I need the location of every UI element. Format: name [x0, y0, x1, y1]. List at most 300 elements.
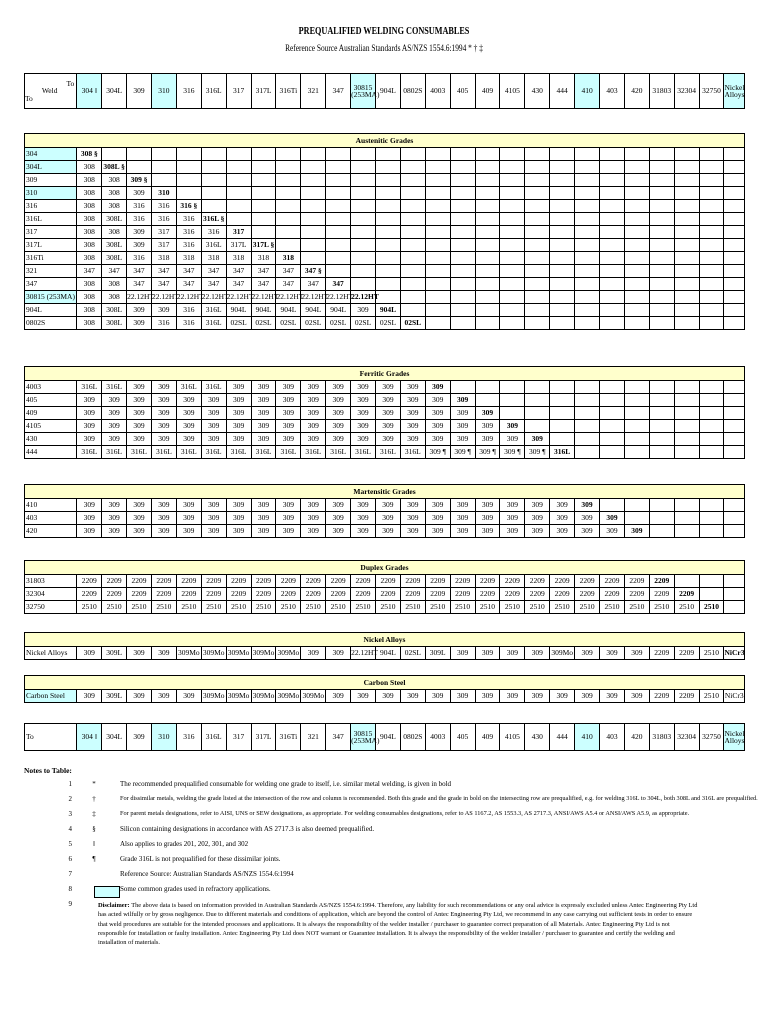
empty-cell — [351, 161, 376, 174]
empty-cell — [376, 239, 401, 252]
table-cell: 316 — [176, 213, 201, 226]
empty-cell — [575, 317, 600, 330]
empty-cell — [326, 265, 351, 278]
table-cell: 316L — [102, 446, 127, 459]
table-cell: 2209 — [102, 575, 127, 588]
table-cell: 309 — [151, 499, 176, 512]
empty-cell — [425, 174, 450, 187]
table-cell: 309 — [326, 394, 351, 407]
empty-cell — [500, 407, 525, 420]
table-cell: 22.12HT — [351, 647, 376, 660]
empty-cell — [550, 174, 575, 187]
table-cell: 309 — [351, 394, 376, 407]
empty-cell — [724, 265, 745, 278]
note-symbol: § — [92, 825, 96, 833]
table-row — [25, 420, 745, 433]
empty-cell — [600, 278, 625, 291]
empty-cell — [450, 265, 475, 278]
table-cell: 308 — [77, 161, 102, 174]
table-row — [25, 317, 745, 330]
table-cell: 2209 — [276, 575, 301, 588]
section-title: Carbon Steel — [25, 676, 745, 690]
table-cell: 309 — [600, 525, 625, 538]
empty-cell — [724, 317, 745, 330]
table-cell: 309 — [525, 499, 550, 512]
empty-cell — [276, 226, 301, 239]
empty-cell — [500, 148, 525, 161]
disclaimer-text: The above data is based on information provided in Australian Standards AS/NZS 1554.6:1994. Therefore, any liability for such recommendations or any oral advice is expressly excluded unless Antec Engineering Pty Ltd has acted wilfully or by gross negligence. Due to different materials and conditions of application, which are beyond the control of Antec Engineering Pty Ltd, we recommend in any case carrying out sufficient tests in order to ensure that weld procedures are suitable for the intended processes and applications. It is always the responsibility of the welder installer / purchaser to guarantee correct preparation of all Materials. Antec Engineering Pty Ltd is not responsible for installation or faulty installation. Antec Engineering Pty Ltd does NOT warrant or Guarantee installation. It is always the responsibility of the welder installer / purchaser to guarantee and certify the welding and installation of materials. — [98, 902, 698, 947]
empty-cell — [500, 187, 525, 200]
empty-cell — [525, 200, 550, 213]
table-cell: 309 — [351, 499, 376, 512]
row-label: 309 — [25, 174, 77, 187]
table-cell: 309 — [102, 394, 127, 407]
table-cell: 309 — [102, 407, 127, 420]
empty-cell — [724, 601, 745, 614]
empty-cell — [575, 252, 600, 265]
table-cell: 309 — [176, 394, 201, 407]
column-header: 904L — [376, 74, 401, 109]
table-cell: 309L — [102, 647, 127, 660]
empty-cell — [649, 304, 674, 317]
table-cell: 309Mo — [176, 647, 201, 660]
empty-cell — [550, 265, 575, 278]
column-header: 32304 — [674, 724, 699, 751]
table-cell: 309 — [127, 317, 152, 330]
table-cell: 309 — [301, 420, 326, 433]
empty-cell — [301, 200, 326, 213]
note-symbol: ‡ — [92, 810, 96, 818]
empty-cell — [376, 278, 401, 291]
table-cell: 309 — [326, 433, 351, 446]
table-cell: 309 — [600, 512, 625, 525]
empty-cell — [376, 291, 401, 304]
table-cell: 309 — [326, 525, 351, 538]
empty-cell — [475, 148, 500, 161]
empty-cell — [400, 252, 425, 265]
table-cell: 309 — [301, 525, 326, 538]
empty-cell — [624, 213, 649, 226]
column-header: 409 — [475, 74, 500, 109]
table-cell: 309 — [77, 407, 102, 420]
table-cell: 2209 — [351, 575, 376, 588]
table-cell: 316L — [550, 446, 575, 459]
section-header-row — [25, 485, 745, 499]
empty-cell — [475, 239, 500, 252]
note-number: 4 — [68, 825, 72, 833]
table-cell: 2209 — [251, 588, 276, 601]
table-cell: 309 — [450, 512, 475, 525]
table-cell: 309 — [127, 226, 152, 239]
table-row — [25, 690, 745, 703]
empty-cell — [699, 187, 724, 200]
empty-cell — [624, 239, 649, 252]
table-cell: 2209 — [525, 575, 550, 588]
table-cell: 309 — [400, 407, 425, 420]
table-cell: 309Mo — [226, 647, 251, 660]
table-cell: 309 — [400, 512, 425, 525]
table-cell: 2209 — [400, 575, 425, 588]
table-cell: 309 — [450, 394, 475, 407]
column-footer-table — [24, 723, 745, 751]
empty-cell — [450, 291, 475, 304]
empty-cell — [550, 381, 575, 394]
empty-cell — [550, 213, 575, 226]
table-cell: 308 — [77, 317, 102, 330]
table-cell: 309 — [525, 647, 550, 660]
table-cell: 318 — [151, 252, 176, 265]
page-subtitle: Reference Source Australian Standards AS/NZS 1554.6:1994 * † ‡ — [285, 43, 483, 53]
column-header: 30815 (253MA) — [351, 724, 376, 751]
table-cell: 2209 — [649, 647, 674, 660]
table-cell: 309 — [425, 420, 450, 433]
table-cell: 316L — [226, 446, 251, 459]
table-cell: 309 — [127, 647, 152, 660]
empty-cell — [624, 420, 649, 433]
empty-cell — [525, 213, 550, 226]
table-cell: 309 — [226, 394, 251, 407]
empty-cell — [649, 317, 674, 330]
table-cell: 347 — [77, 265, 102, 278]
table-cell: 347 — [226, 265, 251, 278]
table-cell: 2209 — [77, 588, 102, 601]
table-cell: 318 — [176, 252, 201, 265]
section-title: Nickel Alloys — [25, 633, 745, 647]
table-cell: 309 — [102, 499, 127, 512]
empty-cell — [500, 291, 525, 304]
column-header: 316L — [201, 74, 226, 109]
empty-cell — [699, 239, 724, 252]
section-header-row — [25, 561, 745, 575]
table-cell: 2510 — [400, 601, 425, 614]
table-cell: 309 — [176, 433, 201, 446]
table-cell: 316L — [176, 446, 201, 459]
empty-cell — [724, 512, 745, 525]
table-cell: 308 — [102, 278, 127, 291]
empty-cell — [301, 252, 326, 265]
empty-cell — [624, 174, 649, 187]
table-cell: 347 — [201, 278, 226, 291]
column-header: 309 — [127, 724, 152, 751]
table-row — [25, 200, 745, 213]
empty-cell — [624, 394, 649, 407]
table-cell: 309 — [127, 187, 152, 200]
table-cell: 316 — [176, 304, 201, 317]
row-label: 310 — [25, 187, 77, 200]
table-row — [25, 446, 745, 459]
row-label: 31803 — [25, 575, 77, 588]
empty-cell — [301, 187, 326, 200]
empty-cell — [500, 304, 525, 317]
empty-cell — [525, 420, 550, 433]
column-header: 304L — [102, 724, 127, 751]
table-cell: 2510 — [525, 601, 550, 614]
column-header: 444 — [550, 74, 575, 109]
table-cell: 316L — [151, 446, 176, 459]
empty-cell — [351, 200, 376, 213]
table-cell: 309 — [450, 525, 475, 538]
empty-cell — [600, 381, 625, 394]
table-cell: 2510 — [102, 601, 127, 614]
column-header: 310 — [151, 74, 176, 109]
table-cell: 2510 — [475, 601, 500, 614]
row-label: 420 — [25, 525, 77, 538]
table-cell: 2209 — [624, 575, 649, 588]
empty-cell — [649, 200, 674, 213]
table-cell: 904L — [251, 304, 276, 317]
empty-cell — [699, 278, 724, 291]
table-cell: 309 — [326, 512, 351, 525]
empty-cell — [525, 187, 550, 200]
note-item — [24, 900, 764, 947]
table-cell: 309 — [251, 512, 276, 525]
table-cell: 309 — [201, 512, 226, 525]
note-text — [98, 901, 698, 947]
empty-cell — [624, 278, 649, 291]
empty-cell — [376, 265, 401, 278]
table-row — [25, 252, 745, 265]
table-cell: 309 — [550, 512, 575, 525]
table-cell: 309 — [301, 512, 326, 525]
table-cell: 309 — [351, 381, 376, 394]
empty-cell — [674, 407, 699, 420]
empty-cell — [724, 239, 745, 252]
table-cell: 309 — [624, 525, 649, 538]
empty-cell — [450, 213, 475, 226]
table-cell: 316 — [176, 239, 201, 252]
table-cell: 309 — [475, 420, 500, 433]
empty-cell — [699, 575, 724, 588]
table-cell: 309L — [102, 690, 127, 703]
empty-cell — [500, 239, 525, 252]
empty-cell — [724, 575, 745, 588]
empty-cell — [600, 304, 625, 317]
corner-cell — [25, 74, 77, 109]
table-cell: 22.12HT — [226, 291, 251, 304]
empty-cell — [600, 226, 625, 239]
empty-cell — [674, 420, 699, 433]
empty-cell — [674, 148, 699, 161]
empty-cell — [649, 252, 674, 265]
table-cell: 309 — [400, 499, 425, 512]
table-cell: 309 — [600, 647, 625, 660]
table-cell: 309 — [301, 394, 326, 407]
table-cell: 316L — [201, 304, 226, 317]
empty-cell — [475, 161, 500, 174]
empty-cell — [649, 278, 674, 291]
empty-cell — [276, 187, 301, 200]
empty-cell — [674, 278, 699, 291]
table-cell: 309 — [326, 499, 351, 512]
row-label: 410 — [25, 499, 77, 512]
empty-cell — [475, 213, 500, 226]
column-header: 430 — [525, 74, 550, 109]
table-cell: 347 — [176, 265, 201, 278]
table-cell: 309 — [77, 420, 102, 433]
table-cell: 317L § — [251, 239, 276, 252]
row-label: 317 — [25, 226, 77, 239]
empty-cell — [575, 446, 600, 459]
section-table — [24, 366, 745, 459]
table-cell: 309 — [400, 525, 425, 538]
table-cell: 309Mo — [251, 647, 276, 660]
empty-cell — [699, 226, 724, 239]
column-header: 0802S — [400, 74, 425, 109]
table-cell: 2510 — [201, 601, 226, 614]
empty-cell — [724, 213, 745, 226]
section-title: Martensitic Grades — [25, 485, 745, 499]
table-cell: 309 — [77, 690, 102, 703]
empty-cell — [400, 161, 425, 174]
empty-cell — [301, 226, 326, 239]
table-cell: 309 ¶ — [450, 446, 475, 459]
table-cell: 2209 — [649, 588, 674, 601]
column-header: 4105 — [500, 74, 525, 109]
table-cell: 309 — [276, 525, 301, 538]
table-cell: 2209 — [550, 588, 575, 601]
table-cell: 309 — [376, 394, 401, 407]
table-cell: 308 § — [77, 148, 102, 161]
empty-cell — [525, 291, 550, 304]
table-row — [25, 239, 745, 252]
table-cell: 2209 — [301, 588, 326, 601]
table-cell: 309 — [525, 525, 550, 538]
table-cell: 309 — [226, 433, 251, 446]
table-cell: 309 — [301, 433, 326, 446]
column-header: 304L — [102, 74, 127, 109]
column-header: 316Ti — [276, 724, 301, 751]
empty-cell — [226, 187, 251, 200]
table-cell: 316 — [127, 252, 152, 265]
table-cell: 2510 — [600, 601, 625, 614]
note-text: For parent metals designations, refer to AISI, UNS or SEW designations, as appropriate. For welding consumables designations, refer to AS 1167.2, AS 1553.3, AS 2717.3, ANSI/AWS A5.4 or ANSI/AWS A5.9, as appropriate. — [120, 810, 690, 817]
column-header: Nickel Alloys — [724, 724, 745, 751]
empty-cell — [127, 161, 152, 174]
empty-cell — [326, 161, 351, 174]
table-cell: 2209 — [624, 588, 649, 601]
note-item — [24, 886, 764, 898]
table-cell: 347 — [102, 265, 127, 278]
table-cell: 309 — [176, 420, 201, 433]
empty-cell — [649, 407, 674, 420]
table-cell: 309Mo — [226, 690, 251, 703]
column-header: 32750 — [699, 724, 724, 751]
table-cell: 309 — [550, 525, 575, 538]
table-cell: 2209 — [674, 647, 699, 660]
table-cell: 02SL — [226, 317, 251, 330]
table-cell: 308 — [77, 213, 102, 226]
column-header: 317L — [251, 74, 276, 109]
empty-cell — [400, 200, 425, 213]
empty-cell — [226, 200, 251, 213]
empty-cell — [550, 161, 575, 174]
empty-cell — [724, 161, 745, 174]
empty-cell — [600, 200, 625, 213]
empty-cell — [376, 226, 401, 239]
empty-cell — [575, 213, 600, 226]
table-cell: 316 — [201, 226, 226, 239]
empty-cell — [201, 161, 226, 174]
table-cell: 2510 — [649, 601, 674, 614]
table-cell: 02SL — [400, 317, 425, 330]
empty-cell — [376, 252, 401, 265]
empty-cell — [724, 304, 745, 317]
table-cell: 309 — [127, 499, 152, 512]
empty-cell — [699, 174, 724, 187]
empty-cell — [525, 239, 550, 252]
row-label: 316Ti — [25, 252, 77, 265]
empty-cell — [351, 265, 376, 278]
note-symbol: ¶ — [92, 855, 96, 863]
empty-cell — [699, 433, 724, 446]
table-cell: 309 — [226, 407, 251, 420]
table-cell: 309 — [176, 525, 201, 538]
row-label: 444 — [25, 446, 77, 459]
table-cell: 309 — [102, 420, 127, 433]
table-cell: 309 — [151, 433, 176, 446]
table-cell: 309 — [375, 499, 400, 512]
table-cell: 309 — [301, 647, 326, 660]
empty-cell — [326, 213, 351, 226]
table-cell: 308 — [77, 200, 102, 213]
empty-cell — [624, 187, 649, 200]
empty-cell — [624, 407, 649, 420]
table-cell: 2510 — [425, 601, 450, 614]
table-cell: 309 — [376, 690, 401, 703]
table-cell: 309 — [301, 381, 326, 394]
empty-cell — [674, 174, 699, 187]
table-cell: 2209 — [151, 575, 176, 588]
column-header: 4105 — [500, 724, 525, 751]
empty-cell — [600, 174, 625, 187]
empty-cell — [600, 446, 625, 459]
empty-cell — [649, 187, 674, 200]
empty-cell — [376, 187, 401, 200]
table-cell: 309Mo — [301, 690, 326, 703]
empty-cell — [699, 265, 724, 278]
table-cell: 309 — [525, 433, 550, 446]
empty-cell — [251, 200, 276, 213]
table-cell: 316L — [400, 446, 425, 459]
empty-cell — [425, 213, 450, 226]
table-cell: 309 — [226, 499, 251, 512]
table-cell: 316L — [251, 446, 276, 459]
empty-cell — [724, 200, 745, 213]
empty-cell — [525, 304, 550, 317]
empty-cell — [724, 407, 745, 420]
row-label: 0802S — [25, 317, 77, 330]
table-cell: 318 — [201, 252, 226, 265]
table-cell: 2510 — [251, 601, 276, 614]
empty-cell — [575, 174, 600, 187]
row-label: 30815 (253MA) — [25, 291, 77, 304]
empty-cell — [525, 407, 550, 420]
empty-cell — [649, 239, 674, 252]
empty-cell — [326, 200, 351, 213]
empty-cell — [301, 239, 326, 252]
note-item — [24, 796, 764, 808]
table-cell: 318 — [276, 252, 301, 265]
column-header: 316L — [201, 724, 226, 751]
empty-cell — [276, 239, 301, 252]
note-text: Grade 316L is not prequalified for these dissimilar joints. — [120, 855, 281, 863]
empty-cell — [425, 278, 450, 291]
table-row — [25, 407, 745, 420]
empty-cell — [351, 187, 376, 200]
table-cell: 309 — [450, 407, 475, 420]
table-cell: 2209 — [600, 588, 625, 601]
empty-cell — [475, 394, 500, 407]
